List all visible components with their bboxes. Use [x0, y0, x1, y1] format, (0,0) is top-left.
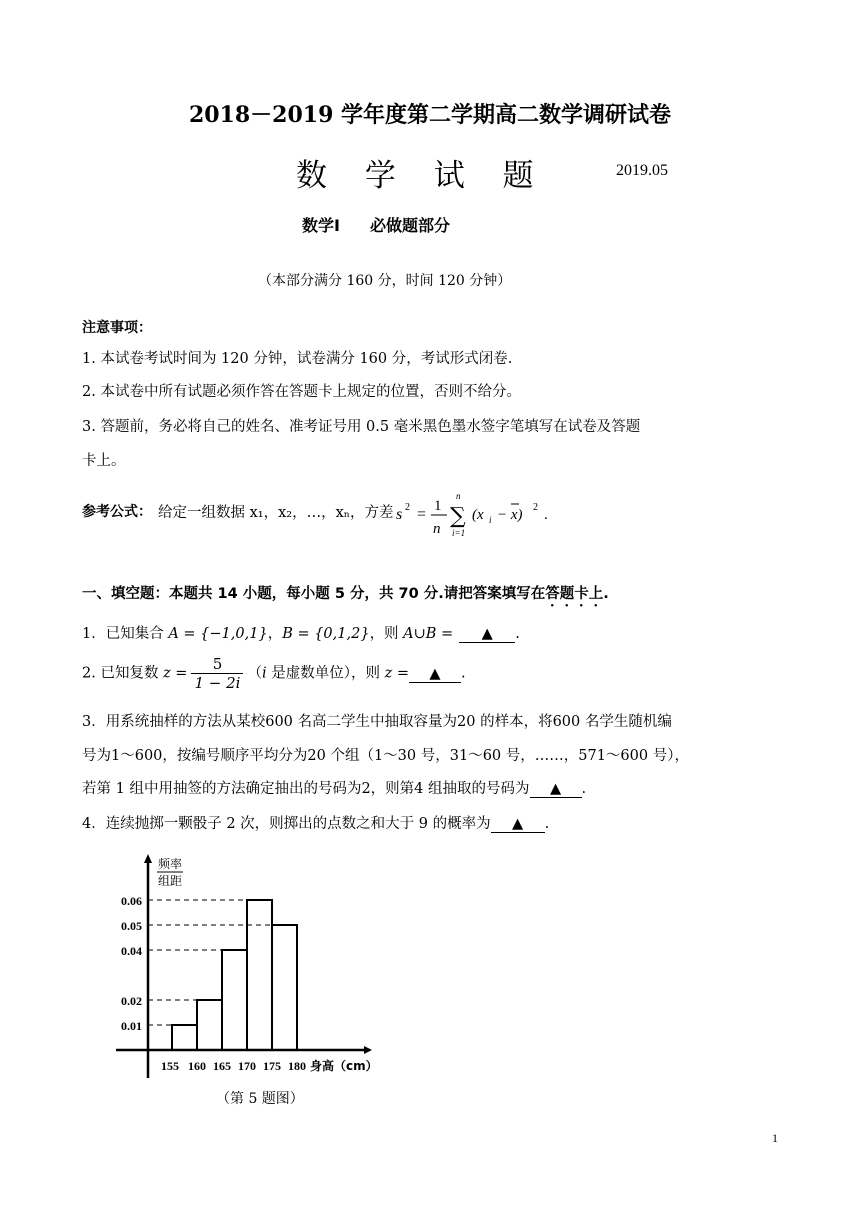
formula-minus-xbar: − x)	[497, 507, 523, 523]
notice-item: 2. 本试卷中所有试题必须作答在答题卡上规定的位置，否则不给分。	[82, 384, 521, 400]
notice-heading: 注意事项：	[82, 320, 152, 336]
formula-text: 给定一组数据 x₁，x₂，…，xₙ，方差	[158, 505, 394, 521]
formula-sum-bottom: i=1	[452, 528, 466, 538]
q1-text: 1．已知集合	[82, 626, 169, 642]
answer-blank[interactable]: ▲	[491, 816, 545, 833]
x-tick-label: 175	[263, 1059, 281, 1073]
score-note: （本部分满分 160 分，时间 120 分钟）	[258, 273, 512, 289]
variance-formula	[392, 490, 562, 540]
formula-n: n	[433, 521, 441, 537]
question-4	[82, 812, 549, 833]
x-tick-label: 170	[238, 1059, 256, 1073]
formula-xi: (x	[472, 507, 484, 523]
q3-end: .	[581, 781, 587, 797]
histogram-bar	[172, 1025, 197, 1050]
x-tick-label: 180	[288, 1059, 306, 1073]
q4-end: .	[544, 816, 550, 832]
q1-set-a: A = {−1,0,1}	[168, 626, 268, 642]
formula-exp: 2	[405, 502, 410, 513]
exam-subtitle: 数 学 试 题	[296, 158, 548, 194]
q2-text: 2. 已知复数	[82, 665, 164, 682]
formula-square: 2	[533, 502, 538, 513]
x-axis-arrow	[364, 1046, 372, 1054]
section-one-prefix: 一、填空题：本题共 14 小题，每小题 5 分，共 70 分.请把答案填写在	[82, 586, 546, 602]
q2-i: i	[261, 665, 267, 682]
q2-numerator: 5	[191, 655, 243, 674]
histogram-chart	[100, 850, 390, 1085]
question-3-line-2: 号为1～600，按编号顺序平均分为20 个组（1～30 号，31～60 号，……，571～600 号），	[82, 748, 689, 764]
question-1	[82, 622, 520, 643]
section-label	[302, 213, 450, 236]
y-tick-label: 0.01	[121, 1019, 142, 1033]
formula-one: 1	[434, 498, 442, 514]
q2-denominator: 1 − 2i	[194, 674, 241, 692]
x-tick-label: 165	[213, 1059, 231, 1073]
formula-end: .	[544, 507, 548, 523]
exam-date: 2019.05	[616, 162, 668, 179]
formula-sigma: ∑	[450, 504, 466, 529]
histogram-bar	[272, 925, 297, 1050]
question-3-line-3	[82, 777, 586, 798]
y-tick-label: 0.02	[121, 994, 142, 1008]
formula-equals: =	[417, 506, 427, 523]
histogram-bar	[247, 900, 272, 1050]
y-tick-label: 0.05	[121, 919, 142, 933]
y-tick-label: 0.06	[121, 894, 142, 908]
y-axis-arrow	[144, 854, 152, 863]
exam-title: 2018－2019 学年度第二学期高二数学调研试卷	[188, 102, 672, 128]
notice-item: 1. 本试卷考试时间为 120 分钟，试卷满分 160 分，考试形式闭卷.	[82, 351, 513, 367]
answer-blank[interactable]: ▲	[409, 666, 461, 683]
q1-text-2: ，则	[369, 626, 404, 642]
q1-comma: ，	[267, 626, 283, 642]
section-desc: 必做题部分	[369, 216, 450, 235]
notice-item: 3. 答题前，务必将自己的姓名、准考证号用 0.5 毫米黑色墨水签字笔填写在试卷及答题	[82, 419, 641, 435]
formula-label: 参考公式：	[82, 504, 152, 520]
q2-text-2: 是虚数单位），则	[266, 665, 385, 682]
answer-blank[interactable]: ▲	[459, 626, 515, 643]
q1-set-b: B = {0,1,2}	[282, 626, 370, 642]
formula-sub-i: i	[489, 515, 492, 525]
y-axis-label-bottom: 组距	[158, 874, 183, 888]
x-axis-label: 身高（cm）	[310, 1059, 378, 1073]
formula-s: s	[396, 506, 403, 523]
q2-end: .	[460, 665, 466, 682]
question-2	[82, 655, 466, 692]
x-tick-label: 155	[161, 1059, 179, 1073]
histogram-bar	[197, 1000, 222, 1050]
q1-end: .	[515, 626, 520, 642]
q2-z: z =	[163, 665, 188, 682]
section-one-emphasis: 答题卡上	[545, 586, 604, 602]
q2-paren: （	[247, 665, 262, 682]
histogram-bar	[222, 950, 247, 1050]
q1-expr: A∪B =	[403, 626, 454, 642]
x-tick-label: 160	[188, 1059, 206, 1073]
section-one-suffix: .	[603, 586, 609, 602]
section-name: 数学Ⅰ	[302, 216, 340, 235]
q3-text: 若第 1 组中用抽签的方法确定抽出的号码为2，则第4 组抽取的号码为	[82, 781, 530, 797]
q2-fraction	[191, 655, 243, 692]
answer-blank[interactable]: ▲	[530, 781, 582, 798]
q4-text: 4．连续抛掷一颗骰子 2 次，则掷出的点数之和大于 9 的概率为	[82, 816, 491, 832]
formula-sum-top: n	[456, 491, 461, 501]
y-tick-label: 0.04	[121, 944, 142, 958]
chart-caption: （第 5 题图）	[216, 1091, 304, 1107]
q2-z-answer: z =	[384, 665, 409, 682]
y-axis-label-top: 频率	[158, 857, 183, 871]
section-one-heading	[82, 582, 609, 610]
question-3-line-1: 3．用系统抽样的方法从某校600 名高二学生中抽取容量为20 的样本，将600 名学生随机编	[82, 714, 672, 730]
page-number: 1	[772, 1131, 778, 1145]
notice-item-continued: 卡上。	[82, 453, 126, 469]
